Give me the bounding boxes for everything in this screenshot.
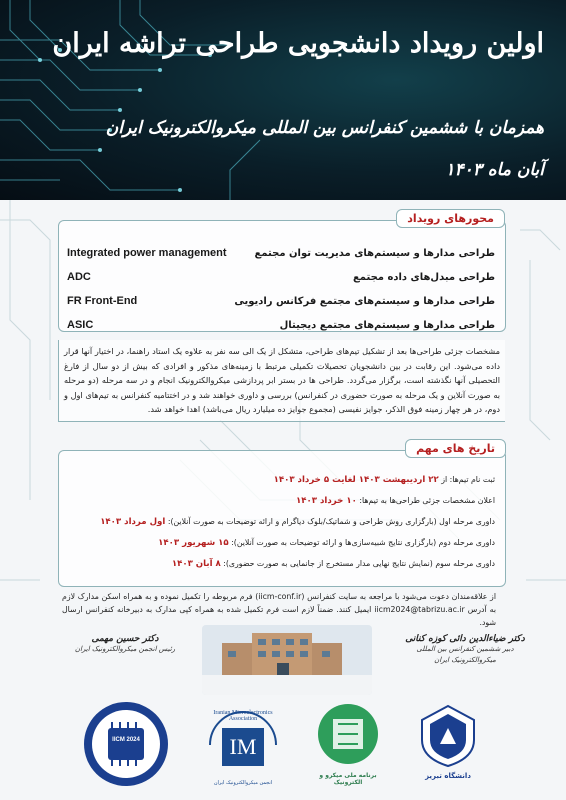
axes-box — [58, 212, 506, 332]
signature-right-name: دکتر ضیاءالدین دائی کوزه کنانی — [405, 634, 525, 644]
university-logo-subtext: دانشگاه تبریز — [425, 772, 471, 780]
signature-left-name: دکتر حسین مهمی — [91, 634, 159, 644]
signature-right-role: دبیر ششمین کنفرانس بین المللی میکروالکترونیک ایران — [416, 645, 514, 664]
date-item — [67, 517, 495, 538]
axis-fa: طراحی مدارها و سیستم‌های مدیریت توان مجتمع — [254, 247, 495, 259]
axes-heading: محورهای رویداد — [396, 209, 505, 228]
im-logo-subtext: انجمن میکروالکترونیک ایران — [213, 780, 273, 786]
university-of-tabriz-logo — [408, 700, 488, 796]
axis-fa: طراحی مدارها و سیستم‌های مجتمع دیجیتال — [279, 319, 495, 331]
axis-en: ASIC — [67, 319, 94, 331]
submission-note: از علاقه‌مندان دعوت می‌شود با مراجعه به سایت کنفرانس (iicm-conf.ir) فرم مربوطه را تکمیل نموده و به همراه اسکن مدارک لازم به آدرس iicm2024@tabrizu.ac.ir ایمیل کنند. ضمناً لازم است فرم تکمیل شده به همراه کپی مدارک به دبیرخانه کنفرانس ارسال شود. — [62, 592, 496, 627]
event-title: اولین رویداد دانشجویی طراحی تراشه ایران — [52, 28, 544, 59]
iranian-microelectronics-association-logo — [200, 700, 286, 796]
im-logo-text: IM — [229, 734, 257, 759]
date-item-highlight: ۱۵ شهریور ۱۴۰۳ — [158, 538, 229, 548]
axis-fa: طراحی مدارها و سیستم‌های مجتمع فرکانس رادیویی — [234, 295, 495, 307]
im-logo-arc-text: Iranian Microelectronics Association — [213, 710, 273, 722]
campus-photo — [202, 625, 372, 695]
date-item-highlight: ۸ آبان ۱۴۰۳ — [171, 559, 221, 569]
date-item-text: داوری مرحله اول (بارگزاری روش طراحی و شماتیک/بلوک دیاگرام و ارائه توضیحات به صورت آنلاین): — [167, 517, 495, 526]
axis-row — [67, 265, 495, 289]
axis-fa: طراحی مبدل‌های داده مجتمع — [352, 271, 495, 283]
dates-list — [67, 475, 495, 580]
dates-heading: تاریخ های مهم — [405, 439, 506, 458]
axis-en: FR Front-End — [67, 295, 138, 307]
iicm-logo — [82, 700, 170, 788]
axis-row — [67, 289, 495, 313]
important-dates-box — [58, 442, 506, 587]
date-item — [67, 538, 495, 559]
signature-left — [70, 634, 180, 655]
event-date: آبان ماه ۱۴۰۳ — [445, 160, 544, 180]
axes-list — [67, 241, 495, 337]
date-item-text: داوری مرحله دوم (بارگزاری نتایج شبیه‌سازی‌ها و ارائه توضیحات به صورت آنلاین): — [231, 538, 495, 547]
axis-en: Integrated power management — [67, 247, 227, 259]
event-subtitle: همزمان با ششمین کنفرانس بین المللی میکروالکترونیک ایران — [105, 118, 544, 138]
description-text: مشخصات جزئی طراحی‌ها بعد از تشکیل تیم‌های طراحی، متشکل از یک الی سه نفر به علاوه یک استاد راهنما، در اختیار آنها قرار داده می‌شود. این رقابت در بین دانشجویان تحصیلات تکمیلی مرتبط با زمینه‌های مذکور و افرادی که بیش از دو سال از فارغ التحصیلی آنها نگذشته است، برگزار می‌گردد. طراحی ها در بستر ابر پردازشی میکروالکترونیک انجام و در سه مرحله (دو مرحله به صورت آنلاین و یک مرحله به صورت حضوری در کنفرانس) بررسی و داوری خواهند شد و در اختتامیه کنفرانس به تیم‌های اول و دوم، در هر چهار زمینه فوق الذکر، جوایز نفیسی (مجموع جوایز ده میلیارد ریال می‌باشد) اهدا خواهد شد. — [58, 340, 505, 422]
axis-row — [67, 241, 495, 265]
building-illustration — [202, 625, 372, 695]
date-item-text: داوری مرحله سوم (نمایش نتایج نهایی مدار مستخرج از جانمایی به صورت حضوری): — [223, 559, 495, 568]
date-item — [67, 496, 495, 517]
signature-right — [405, 634, 525, 666]
iicm-logo-text: IICM 2024 — [112, 737, 140, 743]
date-item-highlight: ۲۲ اردیبهشت ۱۴۰۳ لغایت ۵ خرداد ۱۴۰۳ — [273, 475, 439, 485]
micro-electronics-program-logo — [308, 700, 388, 796]
signature-left-role: رئیس انجمن میکروالکترونیک ایران — [74, 645, 176, 653]
date-item-text: اعلان مشخصات جزئی طراحی‌ها به تیم‌ها: — [359, 496, 495, 505]
date-item-text: ثبت نام تیم‌ها: از — [441, 475, 495, 484]
date-item-highlight: ۱۰ خرداد ۱۴۰۳ — [296, 496, 357, 506]
axis-en: ADC — [67, 271, 91, 283]
date-item — [67, 559, 495, 580]
axis-row — [67, 313, 495, 337]
green-logo-subtext: برنامه ملی میکرو و الکترونیک — [319, 772, 377, 786]
date-item — [67, 475, 495, 496]
date-item-highlight: اول مرداد ۱۴۰۳ — [100, 517, 166, 527]
header-banner — [0, 0, 566, 200]
